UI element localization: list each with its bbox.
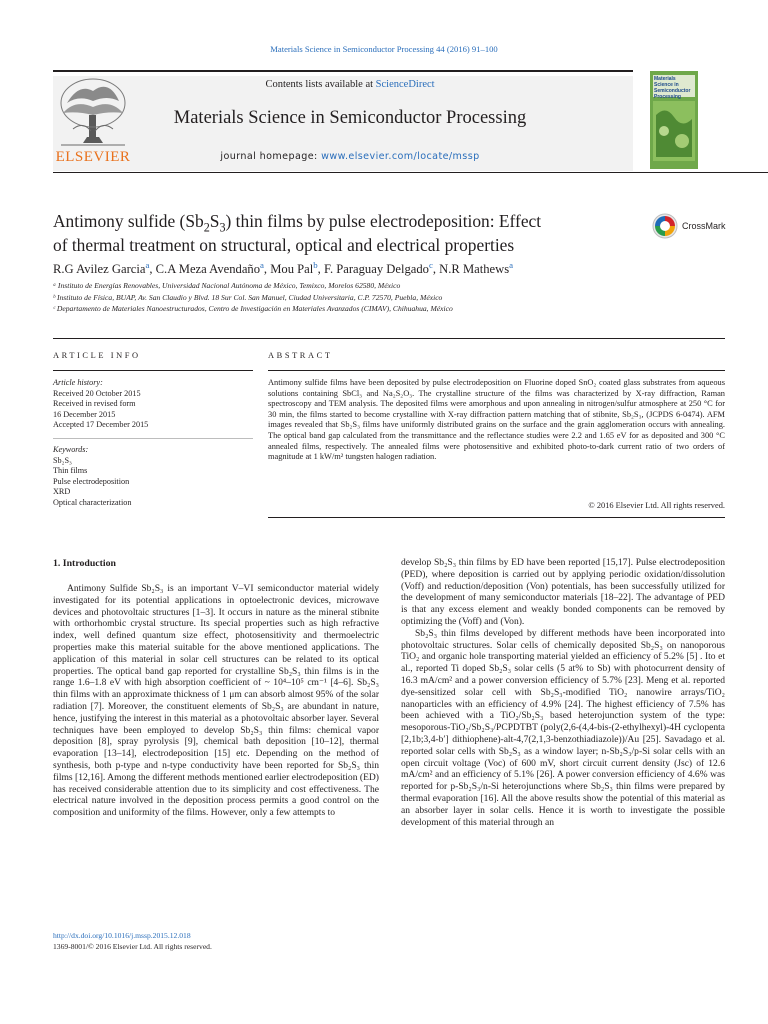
author-affiliation-mark[interactable]: a (260, 259, 264, 270)
doi-link[interactable]: http://dx.doi.org/10.1016/j.mssp.2015.12.018 (53, 931, 191, 940)
abstract-heading: ABSTRACT (268, 351, 333, 360)
article-title (53, 209, 663, 257)
article-info-panel (53, 378, 253, 509)
title-subscript: 2 (203, 220, 210, 235)
author-name: C.A Meza Avendaño (155, 262, 260, 276)
homepage-link[interactable]: www.elsevier.com/locate/mssp (321, 151, 480, 162)
issn-line: 1369-8001/© 2016 Elsevier Ltd. All rights reserved. (53, 941, 212, 951)
abstract-copyright: © 2016 Elsevier Ltd. All rights reserved. (588, 501, 725, 510)
abstract-text: Antimony sulfide films have been deposited by pulse electrodeposition on Fluorine doped SnO₂ coated glass substrates from aqueous solutions containing SbCl₃ and Na₂S₂O₃. The crystalline structure of the films was characterized by X-ray diffraction, Raman spectroscopy and TEM analysis. The deposited films were amorphous and upon annealing in nitrogen/sulfur atmosphere at 250 °C for 30 min, the films started to become crystalline with X-ray diffraction pattern matching that of stibnite, Sb₂S₃, (JCPDS 6-0474). AFM images revealed that Sb₂S₃ films have uniformly distributed grains on the surface and the grain agglomeration occurs with annealing. The optical band gap calculated from the transmittance and the reflectance studies were 2.2 and 1.65 eV for as deposited and 300 °C annealed films, respectively. The annealed films were photosensitive and exhibited photo-to-dark current ratio of two orders of magnitude at 1 kW/m² tungsten halogen radiation. (268, 378, 725, 462)
author-affiliation-mark[interactable]: c (428, 259, 433, 270)
cover-title: Materials Science in Semiconductor Processing (654, 76, 691, 100)
title-line-2: of thermal treatment on structural, optical and electrical properties (53, 235, 515, 255)
history-item: Received 20 October 2015 (53, 388, 141, 398)
author-name: F. Paraguay Delgado (323, 262, 429, 276)
article-info-heading: ARTICLE INFO (53, 351, 141, 360)
section-heading-introduction: 1. Introduction (53, 558, 116, 569)
author-affiliation-mark[interactable]: b (313, 259, 318, 270)
author-affiliation-mark[interactable]: a (509, 259, 514, 270)
keyword-item: Thin films (53, 466, 88, 476)
keyword-item: Sb₂S₃ (53, 455, 72, 465)
affiliation-item: ᵃ Instituto de Energías Renovables, Universidad Nacional Autónoma de México, Temixco, Morelos 62580, México (53, 281, 401, 290)
journal-cover-thumbnail[interactable] (650, 71, 698, 169)
keyword-item: XRD (53, 487, 71, 497)
title-part: ) thin films by pulse electrodeposition: Effect (225, 211, 542, 231)
elsevier-logo (53, 73, 133, 169)
journal-title: Materials Science in Semiconductor Processing (173, 108, 527, 128)
page-footer (53, 931, 212, 952)
title-part: S (209, 211, 220, 231)
keyword-item: Optical characterization (53, 497, 132, 507)
author-affiliation-mark[interactable]: a (145, 259, 150, 270)
sciencedirect-link[interactable]: ScienceDirect (375, 79, 435, 90)
body-paragraph: develop Sb₂S₃ thin films by ED have been reported [15,17]. Pulse electrodeposition (PED), where deposition is carried out by applying periodic oxidation/dissolution (Voff) and reduction/deposition (Von) potentials, has been successfully utilized for the development of many semiconductor materials [18–22]. The advantage of PED is that any excess element and weakly bonded components can be removed by optimizing the (Voff) and (Von). (401, 557, 725, 627)
keywords-label: Keywords: (53, 444, 89, 454)
body-column-right (401, 557, 725, 828)
body-paragraph: Sb₂S₃ thin films developed by different methods have been incorporated into photovoltaic structures. Solar cells of chemically deposited Sb₂S₃ on nanoporous TiO₂ and organic hole transporting material yielded an efficiency of 5.2% [5] . Ito et al., reported Ti doped Sb₂S₃ solar cells (5 at% to Sb) with photocurrent density of 16.3 mA/cm² and a power conversion efficiency of 5.7% [23]. Meng et al. reported dye-sensitized solar cell with Sb₂S₃-modified TiO₂ nanowire arrays/TiO₂ nanoparticles with an efficiency of 4.9% [24]. The highest efficiency of 7.5% has been achieved with a TiO₂/Sb₂S₃ based heterojunction system of the type: mesoporous-TiO₂/Sb₂S₃/PCPDTBT (poly(2,6-(4,4-bis-(2-ethylhexyl)-4H cyclopenta [2,1b;3,4-b′] dithiophene)-alt-4,7(2,1,3-benzothiadiazole))/Au [25]. Savadago et al. reported solar cells with Sb₂S₃ as a window layer; n-Sb₂S₃/p-Si solar cells with an open circuit voltage (Voc) of 600 mV, short circuit current density (Jsc) of 12.6 mA/cm² and an efficiency of 5.1% [26]. A power conversion efficiency of 4.6% was reported for p-Sb₂S₃/n-Si heterojunctions where Sb₂S₃ thin films were prepared by thermal evaporation [16]. All the above results show the potential of this material as an absorber layer in solar cells. Hence it is worth to investigate the possible development of this material through an (401, 627, 725, 828)
author-list: R.G Avilez Garcia$^a$, C.A Meza Avendaño$^a$, Mou Pal$^b$, F. Paraguay Delgado$^c$, N.R Mathews$^a$ (53, 259, 514, 276)
history-item: 16 December 2015 (53, 409, 116, 419)
crossmark-label: CrossMark (682, 221, 726, 231)
body-paragraph: Antimony Sulfide Sb₂S₃ is an important V–VI semiconductor material widely investigated for its potential applications in optoelectronic devices, microwave devices and photovoltaic structures [1–3]. It occurs in nature as the mineral stibnite with orthorhombic crystal structure. Its special properties such as high refractive index, well defined quantum size effect, photosensitivity and thermoelectric properties make this material suitable for the above mentioned applications. The application of this material in solar cell structures can be related to its optical properties. The optical band gap reported for crystalline Sb₂S₃ thin films is in the range 1.6–1.8 eV with high absorption coefficient of ~ 10⁴–10⁵ cm⁻¹ [4–6]. Sb₂S₃ thin films with an approximate thickness of 1 μm can absorb almost 95% of the solar radiation [7]. Moreover, the constituent elements of Sb₂S₃ are abundant in nature, hence, justifying the interest in this material as a photovoltaic absorber layer. Several techniques have been employed to develop Sb₂S₃ thin films: chemical vapor deposition [8], spray pyrolysis [9], chemical bath deposition [10–12], thermal evaporation [13–14], electrodeposition [15] etc. Depending on the method of synthesis, both p-type and n-type conductivity have been reported for Sb₂S₃ thin films [12,16]. Among the different methods mentioned earlier electrodeposition (ED) has received considerable attention due to its simplicity and cost effectiveness. The electrical nature involved in the deposition process permits a good control on the composition and uniformity of the films. However, only a few attempts to (53, 583, 379, 819)
divider (268, 517, 725, 518)
publisher-wordmark: ELSEVIER (55, 149, 131, 165)
divider (53, 338, 725, 339)
crossmark-icon (652, 213, 678, 239)
author-name: R.G Avilez Garcia (53, 262, 146, 276)
history-item: Accepted 17 December 2015 (53, 420, 149, 430)
keyword-item: Pulse electrodeposition (53, 476, 130, 486)
contents-line (140, 79, 560, 90)
divider (53, 370, 253, 371)
affiliation-item: ᵇ Instituto de Física, BUAP, Av. San Claudio y Blvd. 18 Sur Col. San Manuel, Ciudad Universitaria, C.P. 72570, Puebla, México (53, 292, 443, 302)
title-subscript: 3 (219, 220, 226, 235)
affiliations (53, 280, 753, 315)
affiliation-item: ᶜ Departamento de Materiales Nanoestructurados, Centro de Investigación en Materiales Avanzados (CIMAV), Chihuahua, México (53, 304, 453, 313)
journal-reference[interactable]: Materials Science in Semiconductor Processing 44 (2016) 91–100 (270, 44, 498, 54)
header-bottom-rule (53, 172, 768, 173)
history-label: Article history: (53, 378, 103, 387)
divider (268, 370, 725, 371)
divider (53, 438, 253, 439)
crossmark-badge[interactable] (652, 213, 742, 239)
header-top-rule (53, 70, 633, 72)
author-name: Mou Pal (270, 262, 314, 276)
author-name: N.R Mathews (439, 262, 510, 276)
body-column-left (53, 583, 379, 819)
homepage-line (140, 151, 560, 162)
history-item: Received in revised form (53, 399, 136, 409)
contents-prefix: Contents lists available at (265, 79, 376, 90)
homepage-prefix: journal homepage: (220, 151, 322, 162)
title-part: Antimony sulfide (Sb (53, 211, 204, 231)
